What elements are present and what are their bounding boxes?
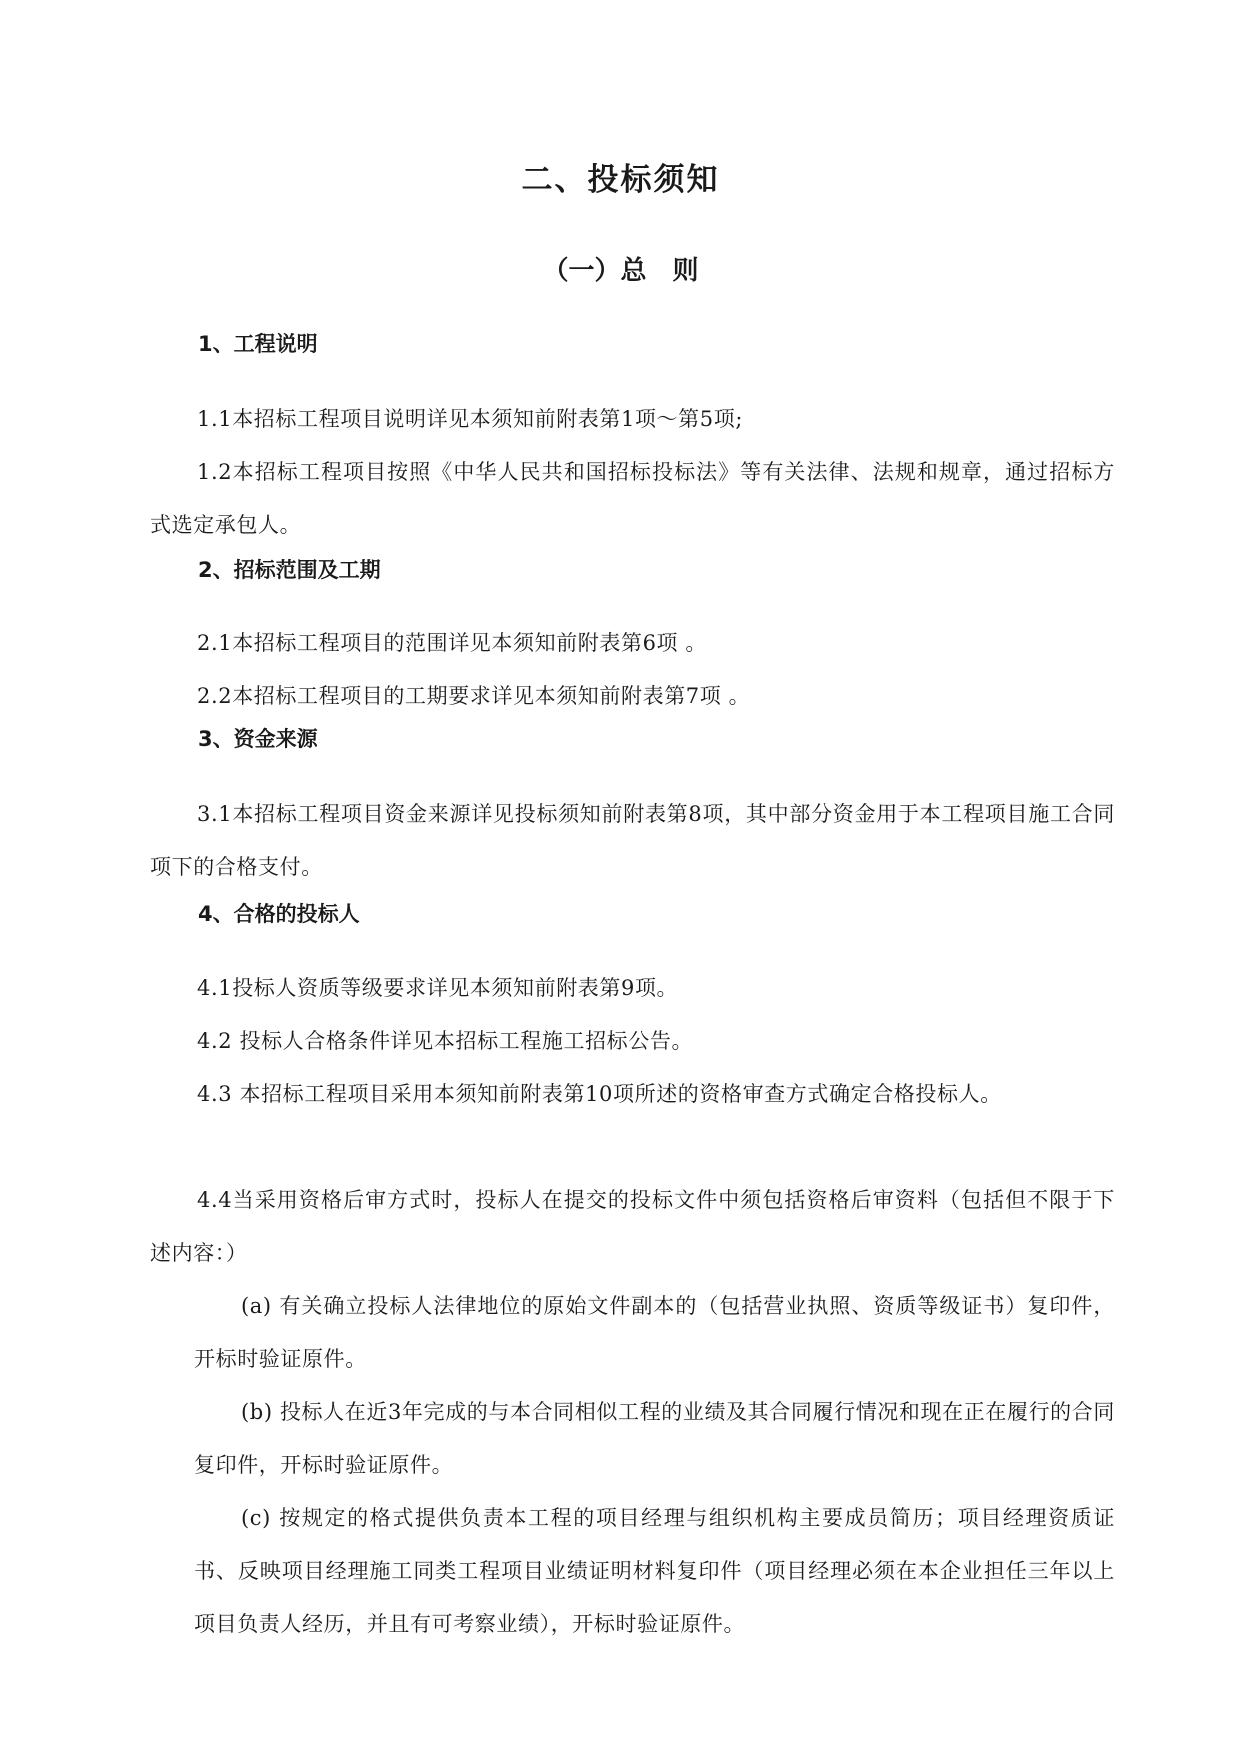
paragraph-2-1: 2.1本招标工程项目的范围详见本须知前附表第6项 。 (197, 631, 708, 655)
list-item-c: (c) 按规定的格式提供负责本工程的项目经理与组织机构主要成员简历；项目经理资质证书、反映项目经理施工同类工程项目业绩证明材料复印件（项目经理必须在本企业担任三年以上项目负责人经历，并且有可考察业绩），开标时验证原件。 (194, 1506, 1115, 1636)
paragraph-3-1: 3.1本招标工程项目资金来源详见投标须知前附表第8项，其中部分资金用于本工程项目施工合同项下的合格支付。 (150, 802, 1115, 879)
section-heading-3: 3、资金来源 (198, 727, 318, 751)
paragraph-4-1: 4.1投标人资质等级要求详见本须知前附表第9项。 (197, 976, 679, 1000)
list-item-b: (b) 投标人在近3年完成的与本合同相似工程的业绩及其合同履行情况和现在正在履行的合同复印件，开标时验证原件。 (194, 1400, 1115, 1477)
paragraph-1-1: 1.1本招标工程项目说明详见本须知前附表第1项～第5项; (197, 407, 743, 431)
section-heading-2: 2、招标范围及工期 (198, 558, 381, 582)
paragraph-4-4: 4.4当采用资格后审方式时，投标人在提交的投标文件中须包括资格后审资料（包括但不限于下述内容：） (150, 1188, 1115, 1265)
section-heading-1: 1、工程说明 (198, 332, 318, 356)
paragraph-4-3: 4.3 本招标工程项目采用本须知前附表第10项所述的资格审查方式确定合格投标人。 (197, 1082, 1002, 1106)
paragraph-4-2: 4.2 投标人合格条件详见本招标工程施工招标公告。 (197, 1029, 694, 1053)
paragraph-2-2: 2.2本招标工程项目的工期要求详见本须知前附表第7项 。 (197, 684, 751, 708)
paragraph-1-2: 1.2本招标工程项目按照《中华人民共和国招标投标法》等有关法律、法规和规章，通过招标方式选定承包人。 (150, 460, 1115, 537)
document-title: 二、投标须知 (521, 162, 720, 198)
list-item-a: (a) 有关确立投标人法律地位的原始文件副本的（包括营业执照、资质等级证书）复印件，开标时验证原件。 (194, 1294, 1115, 1371)
section-subtitle: （一）总 则 (542, 256, 699, 286)
section-heading-4: 4、合格的投标人 (198, 902, 360, 926)
